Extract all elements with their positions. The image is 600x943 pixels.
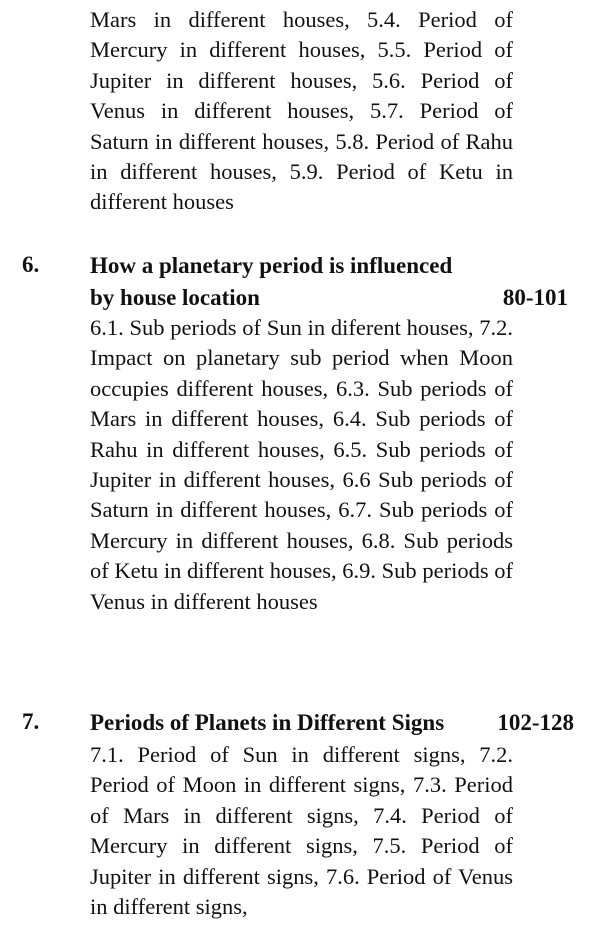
chapter-7-number: 7.	[22, 709, 40, 734]
chapter-6-contents: 6.1. Sub periods of Sun in diferent houses, 7.2. Impact on planetary sub period when Moon occupies different houses, 6.3. Sub periods of Mars in different houses, 6.4. Sub periods of Rahu in different houses, 6.5. Sub periods of Jupiter in different houses, 6.6 Sub periods of Saturn in different houses, 6.7. Sub periods of Mercury in different houses, 6.8. Sub periods of Ketu in different houses, 6.9. Sub periods of Venus in different houses	[90, 315, 513, 614]
chapter-7-title: Periods of Planets in Different Signs	[90, 710, 445, 735]
chapter-7-pages: 102-128	[497, 710, 574, 735]
chapter-6-title-line-2: by house location	[90, 285, 260, 310]
continuation-paragraph: Mars in different houses, 5.4. Period of Mercury in different houses, 5.5. Period of Jupiter in different houses, 5.6. Period of Venus in different houses, 5.7. Period of Saturn in different houses, 5.8. Period of Rahu in different houses, 5.9. Period of Ketu in different houses	[90, 7, 513, 215]
chapter-6-title-line-1: How a planetary period is influenced	[90, 253, 453, 278]
chapter-6-number: 6.	[22, 252, 40, 277]
chapter-6-pages: 80-101	[502, 285, 568, 310]
chapter-7-contents: 7.1. Period of Sun in different signs, 7.2. Period of Moon in different signs, 7.3. Period of Mars in different signs, 7.4. Period of Mercury in different signs, 7.5. Period of Jupiter in different signs, 7.6. Period of Venus in different signs,	[90, 742, 513, 920]
